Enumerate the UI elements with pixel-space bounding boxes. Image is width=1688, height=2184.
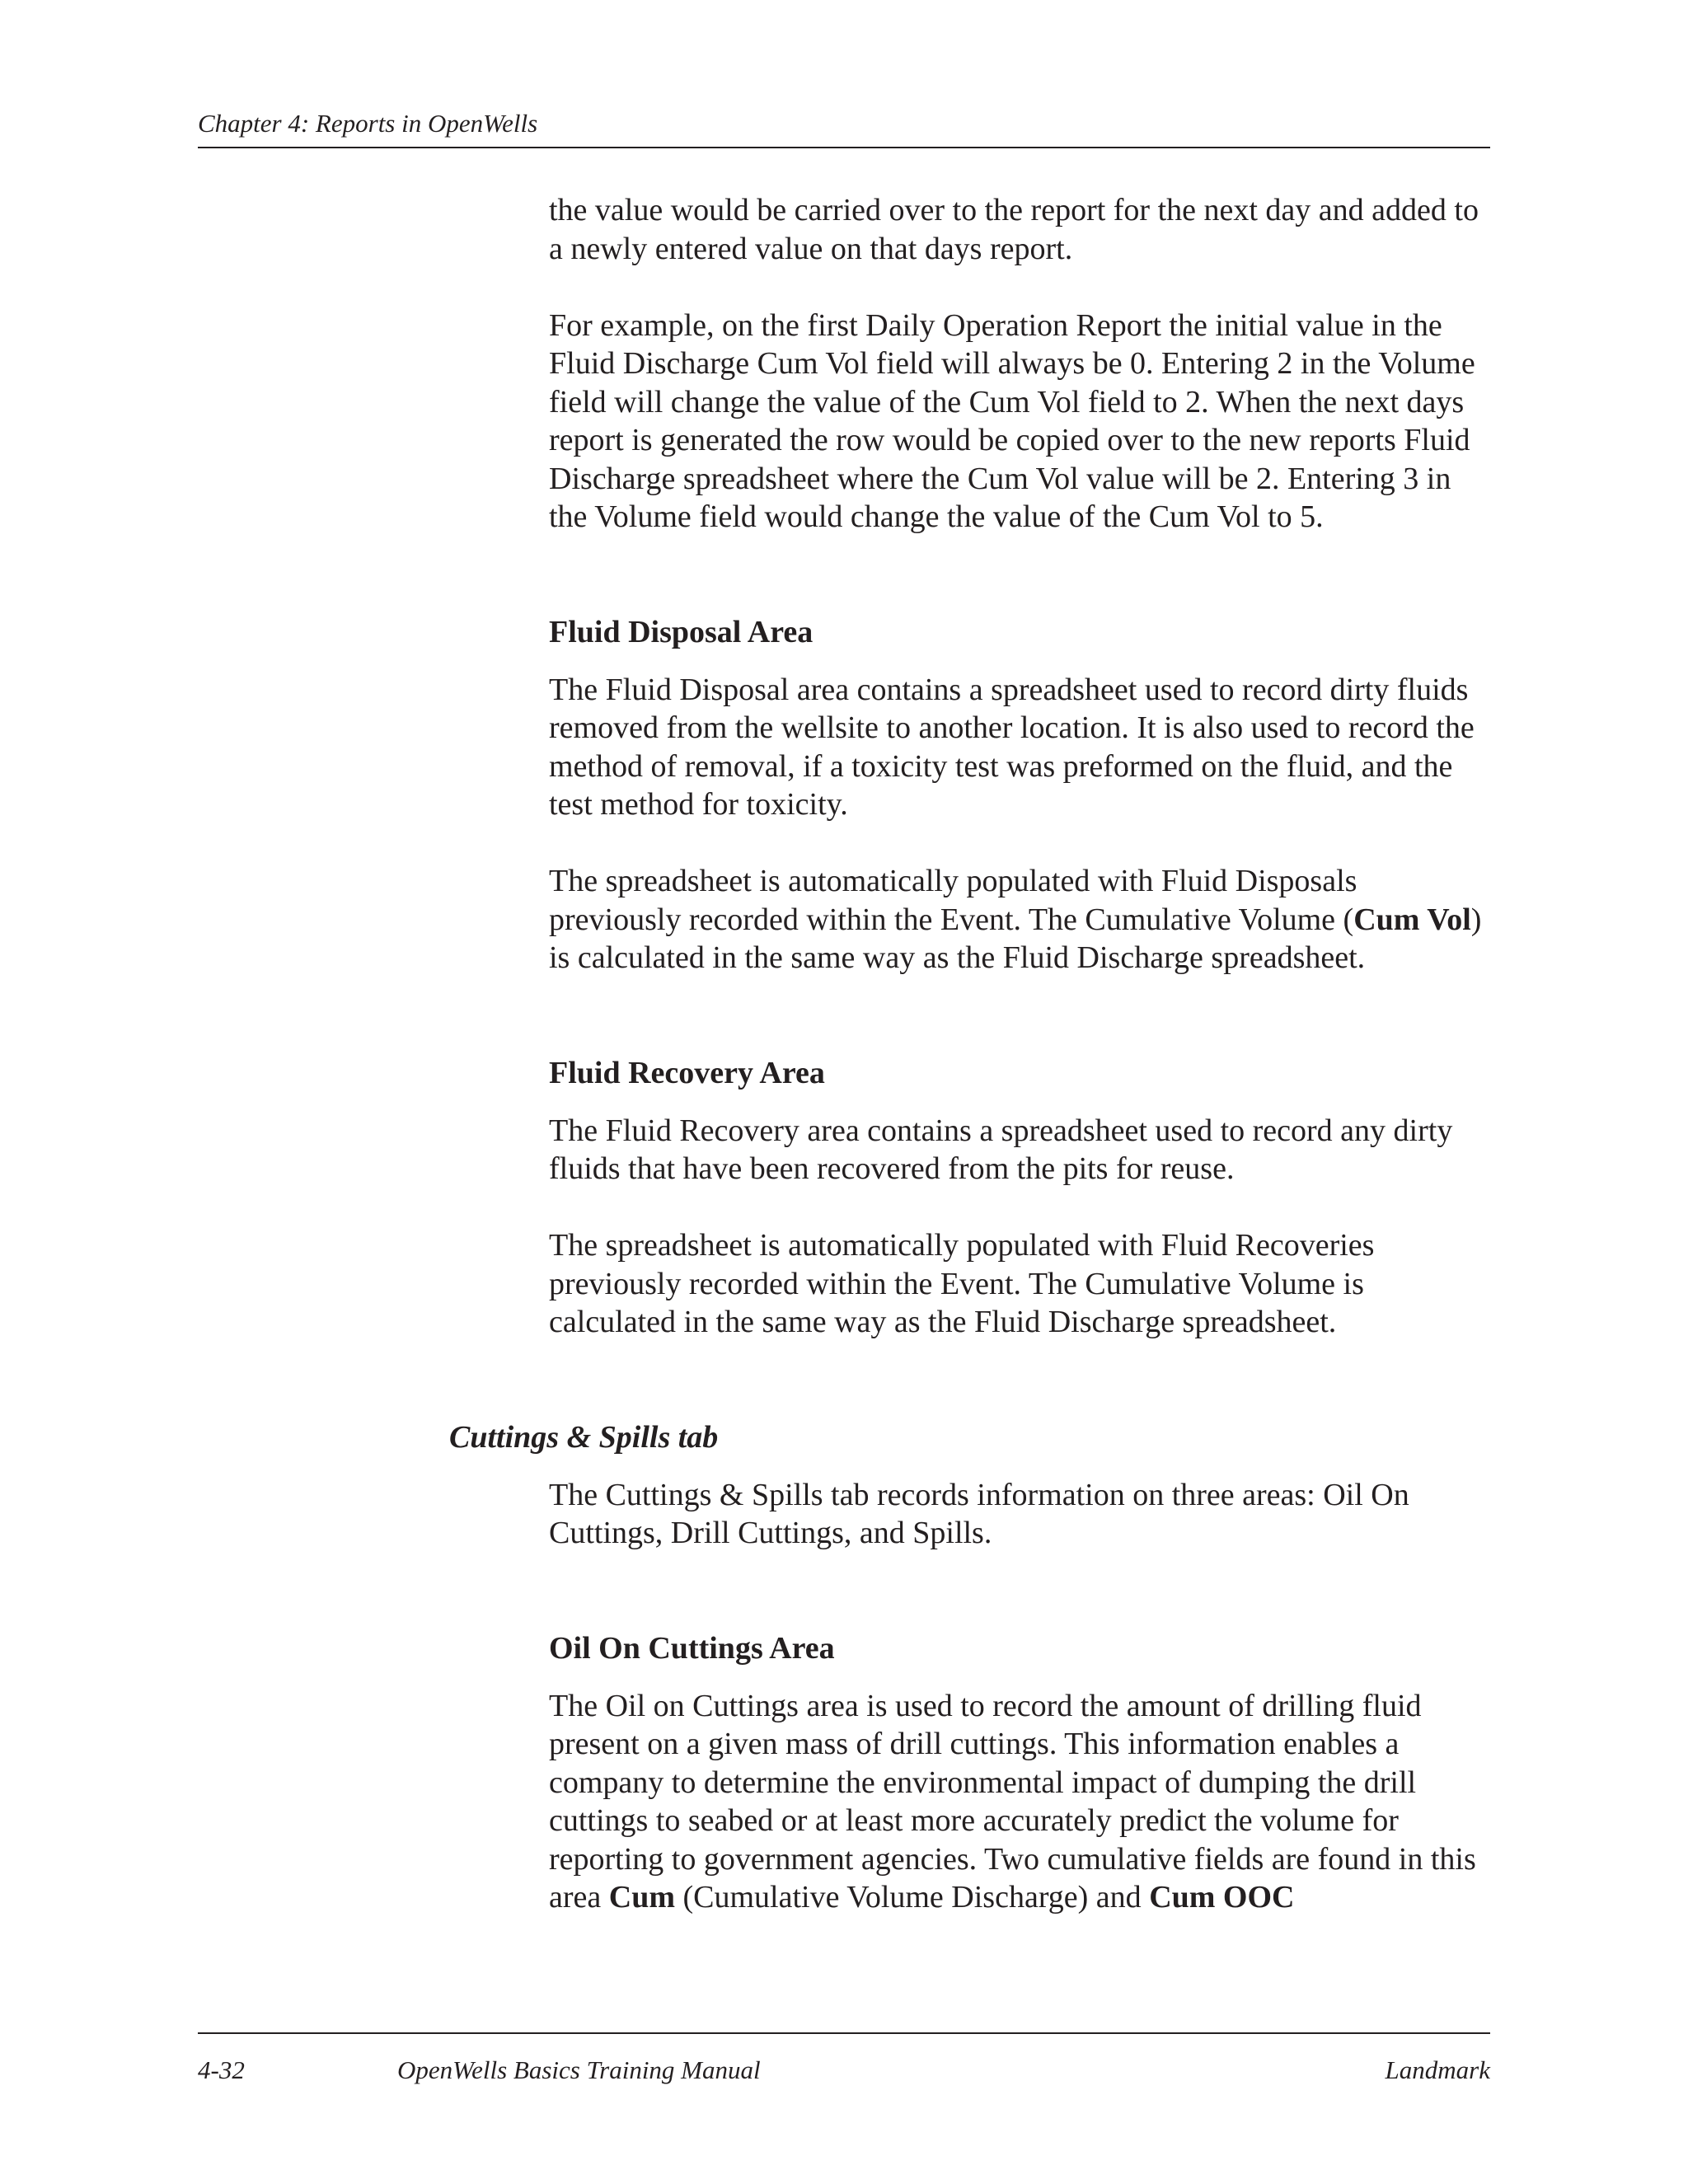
page-body <box>449 191 1497 1917</box>
heading-fluid-disposal-area: Fluid Disposal Area <box>549 614 814 649</box>
heading-oil-on-cuttings-area: Oil On Cuttings Area <box>549 1630 835 1666</box>
page-number: 4-32 <box>198 2055 245 2084</box>
heading-fluid-recovery-area: Fluid Recovery Area <box>549 1055 825 1090</box>
bold-term-cum-vol: Cum Vol <box>1353 902 1471 937</box>
chapter-title: Chapter 4: Reports in OpenWells <box>198 109 538 138</box>
paragraph-fluid-disposal-intro: The Fluid Disposal area contains a spreadsheet used to record dirty fluids removed from the wellsite to another location. It is also used to record the method of removal, if a toxicity test was preformed on the fluid, and the test method for toxicity. <box>549 672 1475 822</box>
page-header <box>198 107 1490 148</box>
paragraph-oil-on-cuttings: The Oil on Cuttings area is used to record the amount of drilling fluid present on a given mass of drill cuttings. This information enables a company to determine the environmental impact of dumping the drill cuttings to seabed or at least more accurately predict the volume for reporting to government agencies. Two cumulative fields are found in this area Cum (Cumulative Volume Discharge) and Cum OOC <box>549 1688 1476 1915</box>
bold-term-cum: Cum <box>608 1880 675 1915</box>
paragraph-fluid-disposal-cumvol: The spreadsheet is automatically populated with Fluid Disposals previously recorded within the Event. The Cumulative Volume (Cum Vol) is calculated in the same way as the Fluid Discharge spreadsheet. <box>549 864 1482 975</box>
brand-name: Landmark <box>1385 2055 1490 2084</box>
heading-cuttings-spills-tab: Cuttings & Spills tab <box>449 1419 719 1455</box>
paragraph-cuttings-spills-intro: The Cuttings & Spills tab records information on three areas: Oil On Cuttings, Drill Cuttings, and Spills. <box>549 1477 1409 1550</box>
bold-term-cum-ooc: Cum OOC <box>1149 1880 1295 1915</box>
page-footer <box>198 2032 1490 2100</box>
paragraph-carryover: the value would be carried over to the report for the next day and added to a newly entered value on that days report. <box>549 193 1479 266</box>
paragraph-fluid-recovery-intro: The Fluid Recovery area contains a spreadsheet used to record any dirty fluids that have been recovered from the pits for reuse. <box>549 1113 1453 1186</box>
paragraph-example: For example, on the first Daily Operation Report the initial value in the Fluid Discharge Cum Vol field will always be 0. Entering 2 in the Volume field will change the value of the Cum Vol field to 2. When the next days report is generated the row would be copied over to the new reports Fluid Discharge spreadsheet where the Cum Vol value will be 2. Entering 3 in the Volume field would change the value of the Cum Vol to 5. <box>549 307 1475 534</box>
paragraph-fluid-recovery-cumvol: The spreadsheet is automatically populated with Fluid Recoveries previously recorded within the Event. The Cumulative Volume is calculated in the same way as the Fluid Discharge spreadsheet. <box>549 1228 1375 1339</box>
manual-title: OpenWells Basics Training Manual <box>397 2055 761 2084</box>
